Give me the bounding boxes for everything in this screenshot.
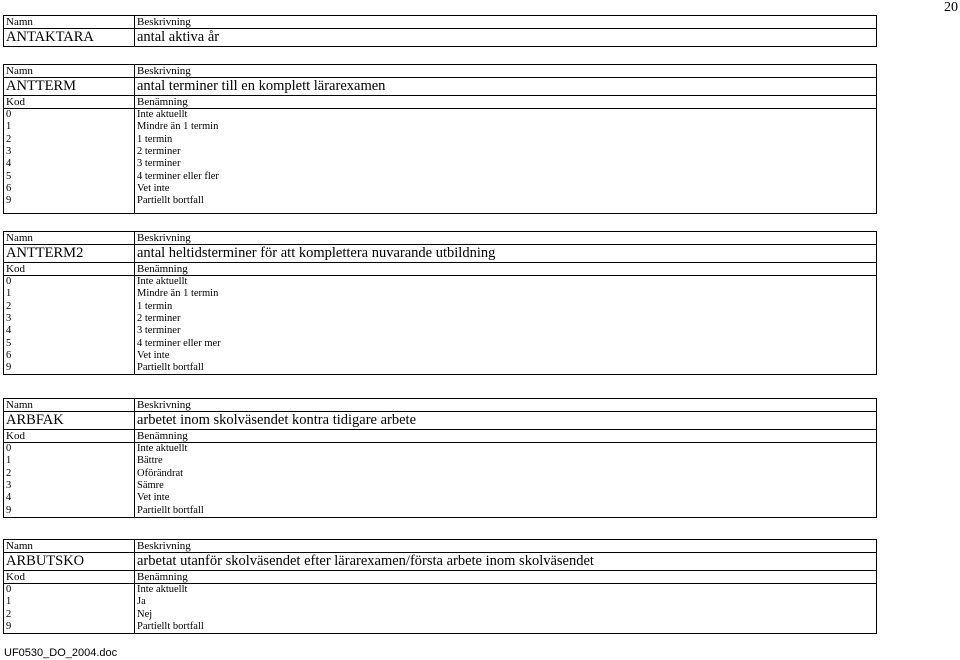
code-value: 9: [4, 362, 135, 375]
code-row: [4, 337, 877, 349]
code-value: 5: [4, 170, 135, 182]
code-label: Kod: [4, 571, 135, 584]
variable-name: ARBFAK: [4, 412, 135, 430]
code-value: 4: [4, 158, 135, 170]
code-meaning: Inte aktuellt: [137, 584, 188, 596]
code-meaning: 3 terminer: [137, 158, 181, 170]
name-label: Namn: [4, 540, 135, 553]
code-label: Kod: [4, 263, 135, 276]
description-label: Beskrivning: [135, 65, 877, 78]
code-row: [4, 362, 877, 375]
code-value: 0: [4, 109, 135, 122]
code-row: [4, 109, 877, 122]
name-label: Namn: [4, 399, 135, 412]
variable-description: arbetet inom skolväsendet kontra tidigare arbete: [135, 412, 877, 430]
meaning-label: Benämning: [135, 263, 877, 276]
variable-name: ANTTERM2: [4, 245, 135, 263]
code-value: 2: [4, 468, 135, 480]
code-row: [4, 158, 877, 170]
code-meaning: Mindre än 1 termin: [137, 288, 219, 300]
meaning-label: Benämning: [135, 430, 877, 443]
code-value: 2: [4, 301, 135, 313]
code-meaning: Sämre: [137, 480, 164, 492]
footer-filename: UF0530_DO_2004.doc: [4, 647, 118, 659]
name-label: Namn: [4, 232, 135, 245]
code-meaning: 3 terminer: [137, 325, 181, 337]
code-meaning: Inte aktuellt: [137, 276, 188, 288]
code-value: 3: [4, 146, 135, 158]
code-meaning: Nej: [137, 608, 153, 620]
code-meaning: Oförändrat: [137, 467, 184, 479]
code-row: [4, 276, 877, 289]
code-row: [4, 288, 877, 300]
description-label: Beskrivning: [135, 16, 877, 29]
variable-name: ARBUTSKO: [4, 553, 135, 571]
code-meaning: Partiellt bortfall: [137, 621, 204, 633]
code-value: 0: [4, 443, 135, 456]
code-value: 9: [4, 621, 135, 634]
code-meaning: Partiellt bortfall: [137, 195, 204, 207]
code-value: 9: [4, 504, 135, 517]
code-value: 3: [4, 313, 135, 325]
description-label: Beskrivning: [135, 232, 877, 245]
code-meaning: Mindre än 1 termin: [137, 121, 219, 133]
code-meaning: Vet inte: [137, 182, 170, 194]
variable-description: arbetat utanför skolväsendet efter lärarexamen/första arbete inom skolväsendet: [135, 553, 877, 571]
variable-table-arbutsko: [3, 539, 877, 634]
code-meaning: 1 termin: [137, 300, 173, 312]
code-meaning: 2 terminer: [137, 313, 181, 325]
code-label: Kod: [4, 96, 135, 109]
code-meaning: Vet inte: [137, 492, 170, 504]
variable-description: antal aktiva år: [135, 29, 877, 47]
description-label: Beskrivning: [135, 540, 877, 553]
code-meaning: 4 terminer eller fler: [137, 170, 219, 182]
variable-table-antterm2: [3, 231, 877, 375]
code-row: [4, 468, 877, 480]
code-meaning: 2 terminer: [137, 146, 181, 158]
variable-name: ANTAKTARA: [4, 29, 135, 47]
code-value: 1: [4, 455, 135, 467]
code-meaning: Inte aktuellt: [137, 443, 188, 455]
code-value: 1: [4, 288, 135, 300]
meaning-label: Benämning: [135, 96, 877, 109]
code-value: 4: [4, 492, 135, 504]
code-meaning: Vet inte: [137, 349, 170, 361]
code-row: [4, 609, 877, 621]
variable-description: antal heltidsterminer för att komplettera nuvarande utbildning: [135, 245, 877, 263]
code-row: [4, 492, 877, 504]
code-value: 9: [4, 195, 135, 207]
code-meaning: 1 termin: [137, 133, 173, 145]
variable-description: antal terminer till en komplett lärarexamen: [135, 78, 877, 96]
code-row: [4, 504, 877, 517]
code-meaning: Partiellt bortfall: [137, 504, 204, 516]
name-label: Namn: [4, 16, 135, 29]
code-row: [4, 134, 877, 146]
code-row: [4, 455, 877, 467]
code-value: 6: [4, 350, 135, 362]
code-row: [4, 195, 877, 207]
code-meaning: Bättre: [137, 455, 163, 467]
code-meaning: Ja: [137, 596, 146, 608]
variable-table-antterm: [3, 64, 877, 214]
variable-table-arbfak: [3, 398, 877, 518]
code-value: 1: [4, 121, 135, 133]
code-row: [4, 121, 877, 133]
page-number: 20: [944, 0, 958, 15]
code-value: 1: [4, 596, 135, 608]
description-label: Beskrivning: [135, 399, 877, 412]
code-row: [4, 301, 877, 313]
code-row: [4, 480, 877, 492]
code-meaning: Inte aktuellt: [137, 109, 188, 121]
code-value: 6: [4, 183, 135, 195]
code-value: 3: [4, 480, 135, 492]
code-value: 4: [4, 325, 135, 337]
code-row: [4, 621, 877, 634]
variable-table-antaktara: [3, 15, 877, 47]
code-label: Kod: [4, 430, 135, 443]
name-label: Namn: [4, 65, 135, 78]
code-meaning: 4 terminer eller mer: [137, 337, 221, 349]
code-row: [4, 596, 877, 608]
code-value: 0: [4, 584, 135, 597]
code-row: [4, 443, 877, 456]
code-row: [4, 146, 877, 158]
code-row: [4, 350, 877, 362]
code-row: [4, 183, 877, 195]
code-row: [4, 313, 877, 325]
code-meaning: Partiellt bortfall: [137, 362, 204, 374]
code-value: 2: [4, 609, 135, 621]
code-row: [4, 584, 877, 597]
code-value: 5: [4, 337, 135, 349]
code-value: 2: [4, 134, 135, 146]
variable-name: ANTTERM: [4, 78, 135, 96]
code-row: [4, 325, 877, 337]
code-row: [4, 170, 877, 182]
code-value: 0: [4, 276, 135, 289]
meaning-label: Benämning: [135, 571, 877, 584]
